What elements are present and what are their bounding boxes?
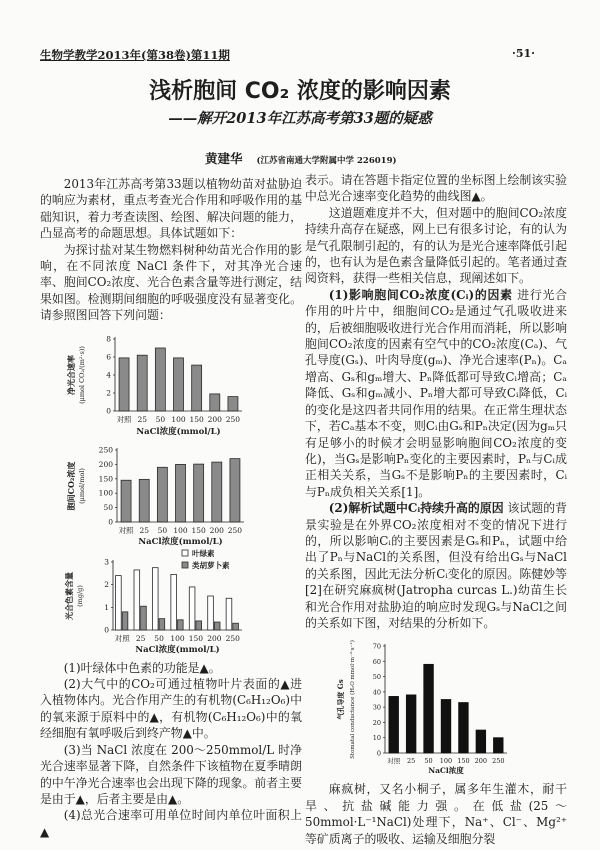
x-tick-label: 150 [188,633,204,643]
x-tick-label: 150 [457,757,470,766]
x-axis-label: NaCl浓度 [428,766,464,776]
bar [389,697,399,754]
x-tick-label: 250 [225,414,241,424]
bar [157,467,167,522]
intro-paragraph: 2013年江苏高考第33题以植物幼苗对盐胁迫的响应为素材，重点考查光合作用和呼吸作用的基础知识，着力考查读图、绘图、解决问题的能力，凸显高考的命题思想。具体试题如下： [40,177,302,241]
bar-carotenoid [233,623,239,630]
y-axis-label: 胞间CO₂浓度 [66,461,76,511]
x-tick-label: 200 [209,525,224,535]
x-tick-label: 150 [189,414,204,424]
bar [424,665,434,754]
y-tick-label: 6 [106,352,111,362]
y-tick-label: 20 [372,719,381,728]
bar [212,462,222,522]
y-tick-label: 70 [372,642,381,651]
x-tick-label: 50 [154,633,164,643]
author-affiliation: (江苏省南通大学附属中学 226019) [256,156,397,166]
x-tick-label: 对照 [387,757,401,766]
y-tick-label: 1 [104,602,109,612]
article-subtitle: ——解开2013年江苏高考第33题的疑惑 [168,110,432,127]
x-tick-label: 对照 [118,525,134,535]
x-tick-label: 50 [155,414,166,424]
bar [176,464,186,522]
discussion-intro: 这道题难度并不大，但对题中的胞间CO₂浓度持续升高存在疑惑，网上已有很多讨论，有的认为是气孔限制引起的，有的认为是光合速率降低引起的，也有认为是色素含量降低引起的。笔者通过查阅资料，获得一些相关信息，现阐述如下。 [305,205,567,286]
jatropha-paragraph: 麻疯树，又名小桐子，属多年生灌木，耐干旱、抗盐碱能力强。在低盐(25～50mmol·L⁻¹NaCl)处理下，Na⁺、Cl⁻、Mg²⁺等矿质离子的吸收、运输及细胞分裂 [305,782,567,846]
bar [174,358,184,411]
y-tick-label: 10 [372,734,381,743]
section-2 [305,500,567,631]
chart-stomatal-conductance [327,641,527,777]
x-tick-label: 25 [135,633,146,643]
bar-chlorophyll [116,575,122,629]
legend-label: 类胡萝卜素 [192,560,230,570]
bar [406,695,416,753]
y-tick-label: 100 [98,488,113,498]
question-4: (4)总光合速率可用单位时间内单位叶面积上▲ [40,808,302,839]
y-tick-label: 60 [372,658,381,667]
y-tick-label: 4 [106,370,111,380]
y-axis-unit: Stomatal conductance (H₂O mmol·m⁻²·s⁻¹) [350,640,356,760]
question-stem: 为探讨盐对某生物燃料树种幼苗光合作用的影响，在不同浓度 NaCl 条件下，对其净光合速率、胞间CO₂浓度、光合色素含量等进行测定，结果如图。检测期间细胞的呼吸强度没有显著变化。请参照图回答下列问题： [40,242,302,323]
y-tick-label: 0 [104,625,109,635]
bar [210,394,220,411]
bar-chlorophyll [152,567,158,629]
question-3: (3)当 NaCl 浓度在 200～250mmol/L 时净光合速率显著下降，自然条件下该植物在夏季晴朗的中午净光合速率也会出现下降的现象。前者主要是由于▲，后者主要是由▲。 [40,742,302,806]
chart-pigment-content [60,548,260,656]
y-tick-label: 2 [104,579,109,589]
x-tick-label: 50 [424,757,433,766]
x-tick-label: 200 [207,414,222,424]
x-tick-label: 100 [170,633,185,643]
bar [119,358,129,411]
y-tick-label: 2 [106,388,111,398]
journal-header: 生物学教学2013年(第38卷)第11期 [40,48,230,62]
x-axis-label: NaCl浓度(mmol/L) [138,536,223,547]
bar-carotenoid [196,621,202,630]
question-4-continued: 表示。请在答题卡指定位置的坐标图上绘制该实验中总光合速率变化趋势的曲线图▲。 [305,173,567,204]
legend-swatch [182,550,188,556]
x-tick-label: 100 [439,757,453,766]
bar [194,464,204,522]
y-tick-label: 8 [106,334,111,344]
y-tick-label: 250 [98,445,113,455]
x-tick-label: 100 [173,525,188,535]
bar [139,479,149,522]
x-tick-label: 对照 [116,414,132,424]
x-tick-label: 25 [407,757,416,766]
bar-carotenoid [214,622,220,630]
x-tick-label: 50 [157,525,168,535]
x-tick-label: 250 [227,525,243,535]
author-name: 黄建华 [205,151,243,166]
x-tick-label: 250 [225,633,240,643]
chart-intercellular-co2 [60,442,260,548]
legend-swatch [182,562,188,568]
y-tick-label: 3 [104,557,109,567]
bar-carotenoid [122,612,128,630]
x-tick-label: 200 [474,757,488,766]
page-number: ·51· [512,47,535,60]
y-tick-label: 40 [372,688,381,697]
article-title: 浅析胞间 CO₂ 浓度的影响因素 [149,79,451,104]
y-axis-unit: (mg/g) [76,584,84,607]
x-tick-label: 250 [492,757,505,766]
bar [192,365,202,411]
y-axis-unit: (μmol/mol) [78,467,86,504]
y-tick-label: 30 [372,704,381,713]
x-tick-label: 200 [207,633,222,643]
x-axis-label: NaCl浓度(mmol/L) [135,644,220,655]
x-tick-label: 对照 [114,633,130,643]
bar [228,396,238,410]
y-tick-label: 0 [106,406,111,416]
x-axis-label: NaCl浓度(mmol/L) [136,426,221,437]
y-tick-label: 0 [376,749,381,758]
bar [441,700,451,754]
bar [230,458,240,521]
y-tick-label: 50 [103,502,113,512]
chart-net-photosynthesis [60,332,260,438]
author-line [205,149,397,167]
y-axis-unit: (μmol CO₂/(m²·s)) [78,345,86,404]
bar-carotenoid [141,606,147,630]
bar [121,480,131,522]
question-2: (2)大气中的CO₂可通过植物叶片表面的▲进入植物体内。光合作用产生的有机物(C₆H₁₂O₆)中的氧来源于原料中的▲，有机物(C₆H₁₂O₆)中的氧经细胞有氧呼吸后到终产物▲中。 [40,677,302,741]
bar-chlorophyll [171,574,177,630]
bar-chlorophyll [134,570,140,630]
left-column [40,176,302,840]
bar [476,730,486,753]
bar [137,355,147,411]
section-2-heading: (2)解析试题中Cᵢ持续升高的原因 [328,501,504,516]
y-tick-label: 150 [98,473,113,483]
y-tick-label: 50 [372,673,381,682]
bar-carotenoid [159,618,165,629]
section-1-heading: (1)影响胞间CO₂浓度(Cᵢ)的因素 [328,287,513,302]
y-axis-label: 光合色素含量 [64,571,74,620]
bar-chlorophyll [208,596,214,630]
bar-carotenoid [178,619,184,629]
right-column [305,172,567,847]
section-1-body: 进行光合作用的叶片中，细胞间CO₂是通过气孔吸收进来的，后被细胞吸收进行光合作用而消耗，所以影响胞间CO₂浓度的因素有空气中的CO₂浓度(Cₐ)、气孔导度(Gₛ)、叶肉导度(gₘ)、净光合速率(Pₙ)。Cₐ增高、Gₛ和gₘ增大、Pₙ降低都可导致Cᵢ增高；Cₐ降低、Gₛ和gₘ减小、Pₙ增大都可导致Cᵢ降低，Cᵢ的变化是这四者共同作用的结果。在正常生理状态下，若Cₐ基本不变，则Cᵢ由Gₛ和Pₙ决定(因为gₘ只有足够小的时候才会明显影响胞间CO₂浓度的变化)，当Gₛ是影响Pₙ变化的主要因素时，Pₙ与Cᵢ成正相关关系，当Gₛ不是影响Pₙ的主要因素时，Cᵢ与Pₙ成负相关关系[1]。 [305,287,567,499]
x-tick-label: 150 [191,525,206,535]
bar [459,703,469,753]
y-tick-label: 0 [108,517,113,527]
section-1 [305,287,567,500]
legend-label: 叶绿素 [192,548,215,558]
x-tick-label: 100 [171,414,186,424]
x-tick-label: 25 [137,414,147,424]
question-1: (1)叶绿体中色素的功能是▲。 [63,660,221,675]
x-tick-label: 25 [139,525,149,535]
bar [155,348,165,411]
bar-chlorophyll [189,587,195,630]
y-tick-label: 200 [98,459,113,469]
section-2-body: 该试题的背景实验是在外界CO₂浓度相对不变的情况下进行的，所以影响Cᵢ的主要因素是Gₛ和Pₙ，试题中给出了Pₙ与NaCl的关系图，但没有给出Gₛ与NaCl的关系图，因此无法分析Cᵢ变化的原因。陈健妙等[2]在研究麻疯树(Jatropha curcas L.)幼苗生长和光合作用对盐胁迫的响应时发现Gₛ与NaCl之间的关系如下图，对结果的分析如下。 [305,501,568,630]
bar-chlorophyll [226,598,232,630]
y-axis-label: 净光合速率 [66,354,76,395]
bar [493,738,503,753]
y-axis-label: 气孔导度 Gs [336,679,345,721]
